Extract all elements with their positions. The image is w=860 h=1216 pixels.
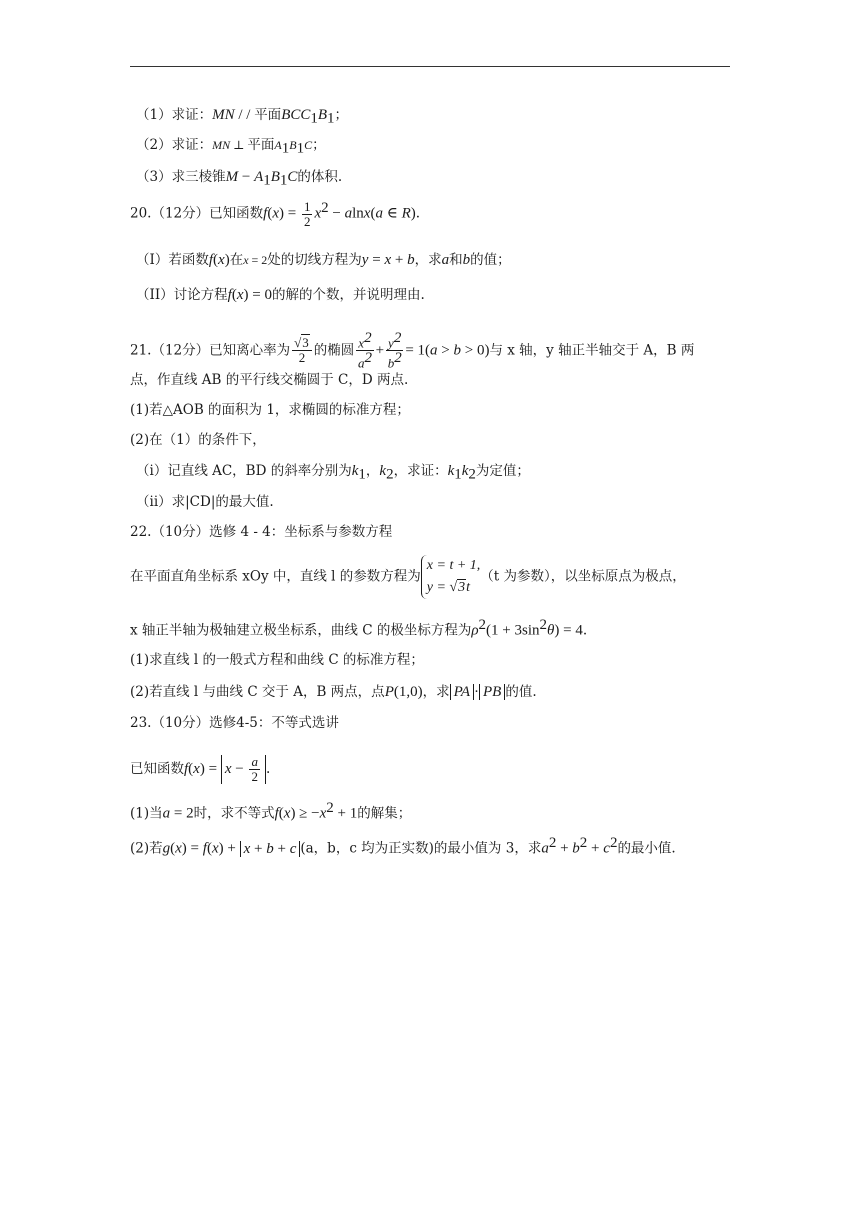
q21-heading: 21.（12分）已知离心率为 $\frac{√3}{2}$ 的椭圆 $\frac{x^2}{a^2}$ + $\frac{y^2}{b^2}$ = 1(a > b > 0)与 x 轴，y 轴正半轴交于 A，B 两 — [130, 330, 695, 371]
q22-line2: x 轴正半轴为极轴建立极坐标系，曲线 C 的极坐标方程为$\rho^2(1 + 3\sin^2\theta) = 4$. — [130, 617, 588, 639]
q22-part1: (1)求直线 l 的一般式方程和曲线 C 的标准方程； — [130, 652, 424, 668]
q19-part1: （1）求证：MN / / 平面$BCC_1B_1$； — [136, 107, 349, 127]
q22-part2: (2)若直线 l 与曲线 C 交于 A，B 两点，点P(1,0)，求 PA · PB 的值. — [130, 684, 537, 700]
q23-part1: (1)当a = 2时，求不等式$f(x) \ge -x^2 + 1$的解集； — [130, 800, 412, 822]
q21-part2-ii: （ii）求|CD|的最大值. — [136, 494, 274, 510]
q19-part3: （3）求三棱锥$M - A_1B_1C$的体积. — [136, 169, 343, 189]
q19-part2: （2）求证：MN ⊥ 平面$A_1B_1C$； — [136, 137, 326, 157]
q23-line1: 已知函数f(x) = x − $\frac{a}{2}$ . — [130, 754, 271, 784]
q20-heading: 20.（12分）已知函数f(x) = $\frac{1}{2}$ $x^2 - alnx(a$ ∈ R). — [130, 198, 421, 229]
q23-part2: (2)若g(x) = f(x) + x + b + c (a，b，c 均为正实数)的最小值为 3，求$a^2 + b^2 + c^2$的最小值. — [130, 835, 676, 857]
q21-part2: (2)在（1）的条件下， — [130, 432, 266, 448]
q22-line1: 在平面直角坐标系 xOy 中，直线 l 的参数方程为 x = t + 1, y = √3t （t 为参数），以坐标原点为极点， — [130, 555, 730, 599]
header-rule — [130, 66, 730, 67]
q21-part1: (1)若△AOB 的面积为 1，求椭圆的标准方程； — [130, 402, 410, 418]
q23-heading: 23.（10分）选修4-5：不等式选讲 — [130, 715, 339, 731]
q21-line2: 点，作直线 AB 的平行线交椭圆于 C，D 两点. — [130, 372, 409, 388]
q21-part2-i: （i）记直线 AC，BD 的斜率分别为$k_1$，$k_2$，求证：$k_1k_2$为定值； — [136, 463, 530, 483]
q22-heading: 22.（10分）选修 4 - 4：坐标系与参数方程 — [130, 524, 393, 540]
q20-part1: （I）若函数f(x)在x = 2处的切线方程为y = x + b，求a和b的值； — [136, 252, 511, 268]
q20-part2: （II）讨论方程f(x) = 0的解的个数，并说明理由. — [136, 287, 425, 303]
